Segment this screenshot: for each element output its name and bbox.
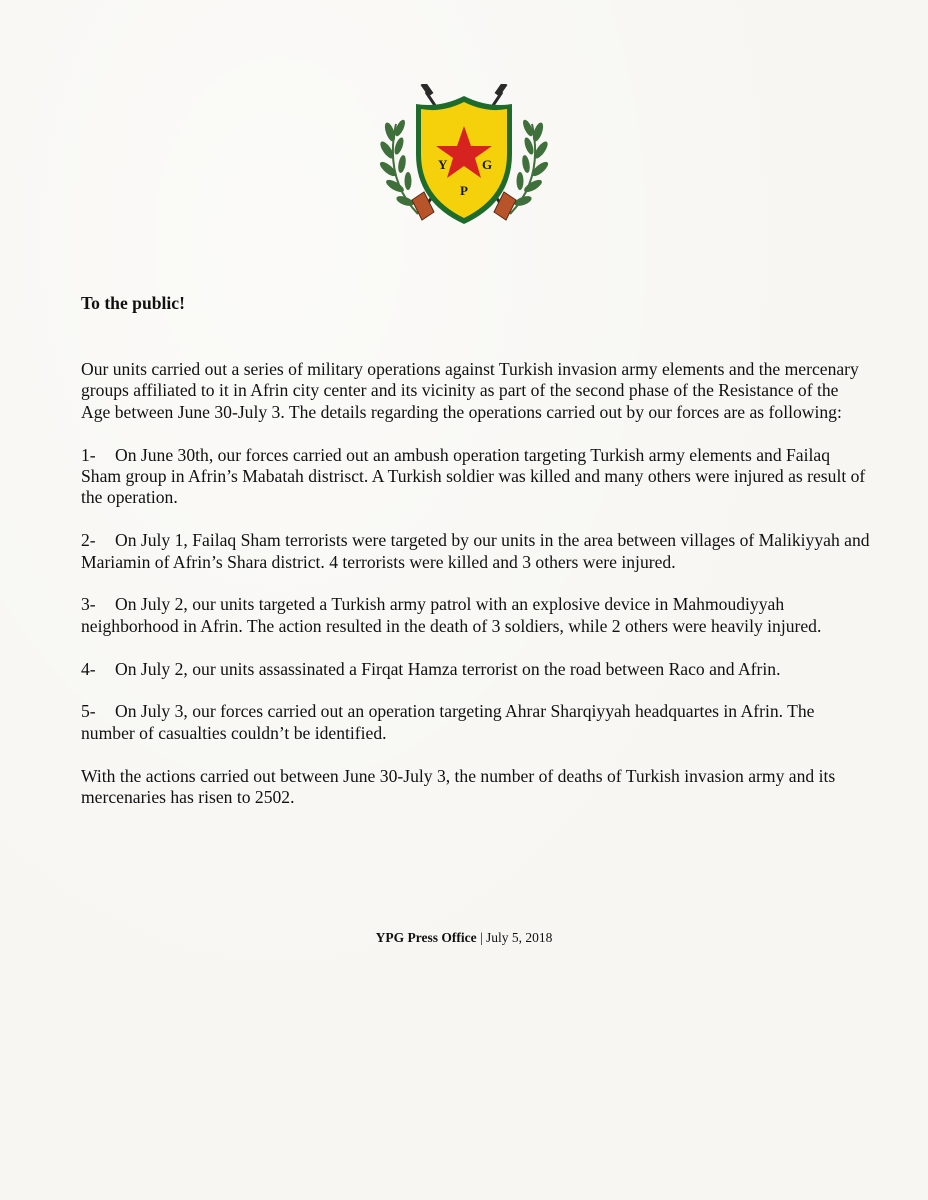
list-item (81, 701, 871, 744)
emblem-letter-g: G (482, 157, 493, 172)
list-item-number: 2- (81, 530, 96, 551)
list-item-text: On July 2, our units assassinated a Firqat Hamza terrorist on the road between Raco and Afrin. (115, 658, 781, 679)
list-item (81, 659, 871, 680)
signature-org: YPG Press Office (375, 930, 477, 945)
signature-separator: | (479, 930, 483, 945)
closing-paragraph: With the actions carried out between June 30-July 3, the number of deaths of Turkish invasion army and its mercenaries has risen to 2502. (81, 765, 836, 808)
greeting: To the public! (81, 293, 185, 313)
list-item-text: On July 1, Failaq Sham terrorists were targeted by our units in the area between villages of Malikiyyah and Mariamin of Afrin’s Shara district. 4 terrorists were killed and 3 others were injured. (81, 530, 870, 572)
list-item (81, 530, 871, 573)
list-item-number: 5- (81, 701, 96, 722)
emblem-letter-y: Y (438, 157, 448, 172)
list-item-text: On June 30th, our forces carried out an ambush operation targeting Turkish army elements and Failaq Sham group in Afrin’s Mabatah distrisct. A Turkish soldier was killed and many others were injured as result of the operation. (81, 444, 866, 508)
list-item-text: On July 3, our forces carried out an operation targeting Ahrar Sharqiyyah headquartes in Afrin. The number of casualties couldn’t be identified. (81, 701, 815, 743)
list-item-number: 3- (81, 594, 96, 615)
list-item-text: On July 2, our units targeted a Turkish army patrol with an explosive device in Mahmoudiyyah neighborhood in Afrin. The action resulted in the death of 3 soldiers, while 2 others were heavily injured. (81, 594, 822, 636)
intro-paragraph: Our units carried out a series of military operations against Turkish invasion army elements and the mercenary groups affiliated to it in Afrin city center and its vicinity as part of the second phase of the Resistance of the Age between June 30-July 3. The details regarding the operations carried out by our forces are as following: (81, 359, 859, 422)
list-item (81, 445, 871, 509)
signature-date: July 5, 2018 (486, 930, 553, 945)
list-item-number: 1- (81, 444, 96, 465)
emblem-letter-p: P (460, 183, 468, 198)
list-item-number: 4- (81, 658, 96, 679)
signature-line (0, 930, 928, 946)
list-item (81, 594, 871, 637)
ypg-emblem-icon (378, 84, 550, 232)
letter-body (81, 359, 871, 830)
